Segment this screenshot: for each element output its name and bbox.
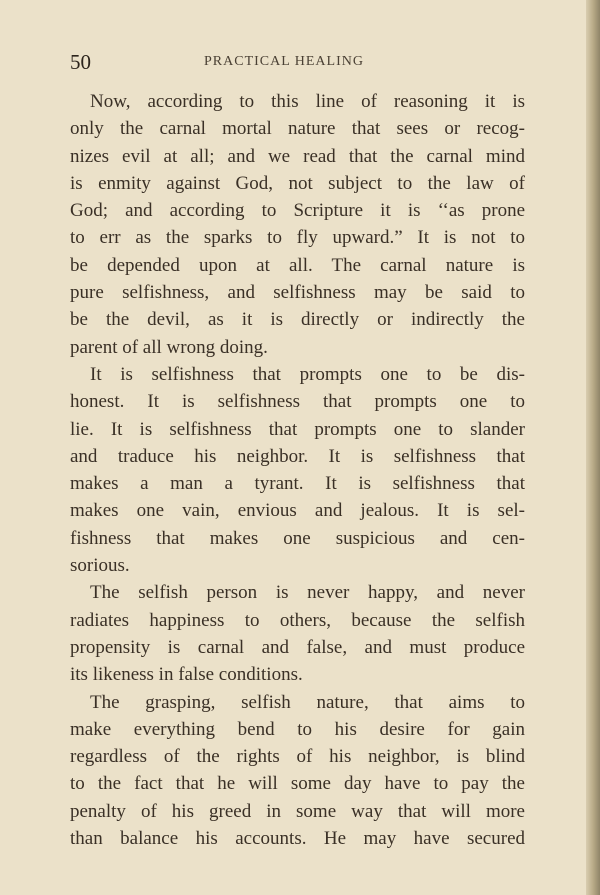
page-edge [586,0,600,895]
text-line: honest. It is selfishness that prompts one to [70,391,525,413]
text-line: fishness that makes one suspicious and cen- [70,527,525,549]
text-line: makes a man a tyrant. It is selfishness that [70,473,525,495]
text-line: sorious. [70,555,130,577]
text-line: The grasping, selfish nature, that aims to [90,691,525,713]
running-title: PRACTICAL HEALING [204,54,364,69]
text-line: God; and according to Scripture it is ‘‘as prone [70,200,525,222]
text-line: Now, according to this line of reasoning it is [90,91,525,112]
body-text [70,88,525,852]
page-number: 50 [70,50,91,74]
text-line: It is selfishness that prompts one to be dis- [90,363,525,385]
text-line: is enmity against God, not subject to the law of [70,172,525,194]
text-line: parent of all wrong doing. [70,336,268,358]
text-line: makes one vain, envious and jealous. It is sel- [70,500,525,522]
text-line: its likeness in false conditions. [70,664,303,686]
text-line: nizes evil at all; and we read that the carnal mind [70,145,525,167]
text-line: to err as the sparks to fly upward.” It is not to [70,227,525,249]
text-line: be depended upon at all. The carnal nature is [70,254,525,276]
text-line: The selfish person is never happy, and never [90,582,525,604]
text-line: than balance his accounts. He may have secured [70,828,525,850]
text-line: regardless of the rights of his neighbor, is blind [70,746,525,768]
text-line: lie. It is selfishness that prompts one to slander [70,418,525,440]
text-line: pure selfishness, and selfishness may be said to [70,282,525,304]
text-line: be the devil, as it is directly or indirectly the [70,309,525,331]
text-line: penalty of his greed in some way that will more [70,800,525,822]
text-line: only the carnal mortal nature that sees or recog- [70,118,525,140]
text-line: propensity is carnal and false, and must produce [70,636,525,658]
text-line: to the fact that he will some day have to pay the [70,773,525,795]
text-line: and traduce his neighbor. It is selfishness that [70,445,525,467]
text-line: radiates happiness to others, because the selfish [70,609,525,631]
text-line: make everything bend to his desire for gain [70,718,525,740]
